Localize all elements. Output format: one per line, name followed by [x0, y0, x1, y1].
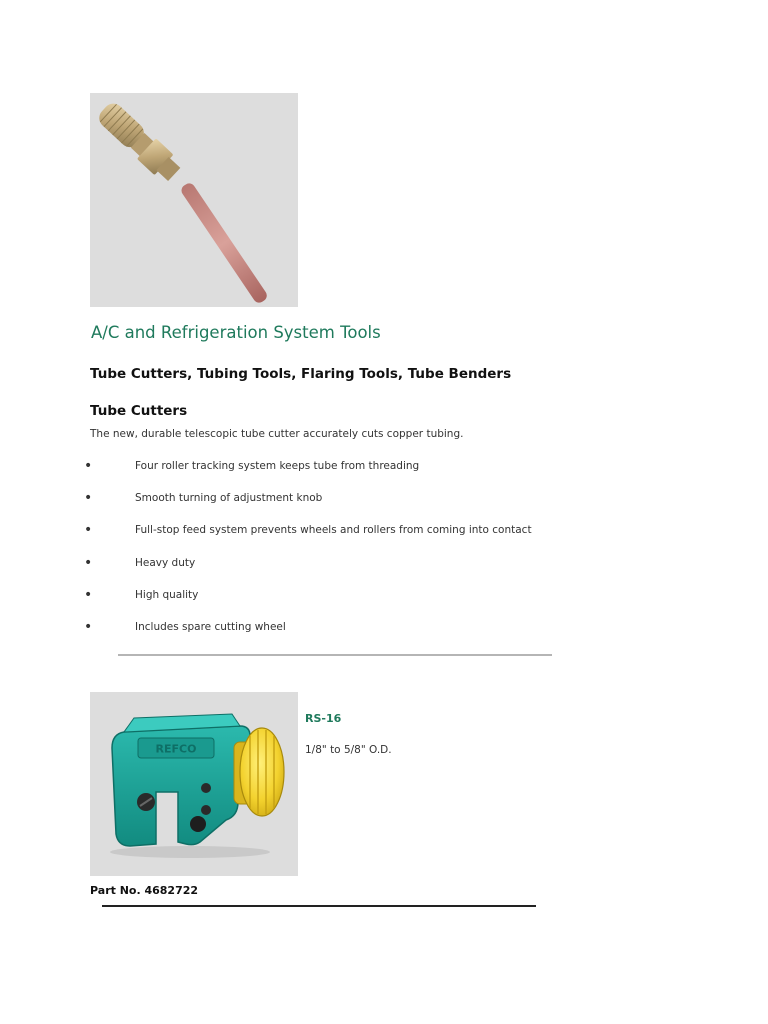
feature-text: Heavy duty	[135, 557, 196, 569]
tube-cutter-icon	[90, 692, 298, 876]
feature-text: Four roller tracking system keeps tube from threading	[135, 460, 420, 472]
product-range: 1/8" to 5/8" O.D.	[305, 744, 392, 756]
footer-divider	[102, 905, 536, 907]
feature-text: Smooth turning of adjustment knob	[135, 492, 323, 504]
section-divider	[118, 654, 552, 656]
valve-tool-icon	[90, 93, 298, 307]
page-subtitle: Tube Cutters, Tubing Tools, Flaring Tools, Tube Benders	[90, 366, 512, 382]
section-heading: Tube Cutters	[90, 403, 188, 419]
valve-tool-image	[90, 93, 298, 307]
bullet-icon: •	[84, 522, 93, 538]
feature-text: High quality	[135, 589, 199, 601]
bullet-icon: •	[84, 619, 93, 635]
product-model: RS-16	[305, 712, 342, 725]
feature-text: Full-stop feed system prevents wheels and rollers from coming into contact	[135, 524, 532, 536]
bullet-icon: •	[84, 555, 93, 571]
bullet-icon: •	[84, 490, 93, 506]
feature-text: Includes spare cutting wheel	[135, 621, 286, 633]
part-number: Part No. 4682722	[90, 884, 199, 897]
bullet-icon: •	[84, 458, 93, 474]
brand-logo: REFCO	[155, 742, 197, 756]
bullet-icon: •	[84, 587, 93, 603]
section-intro: The new, durable telescopic tube cutter accurately cuts copper tubing.	[90, 428, 464, 440]
page-title: A/C and Refrigeration System Tools	[91, 323, 381, 342]
tube-cutter-image	[90, 692, 298, 876]
